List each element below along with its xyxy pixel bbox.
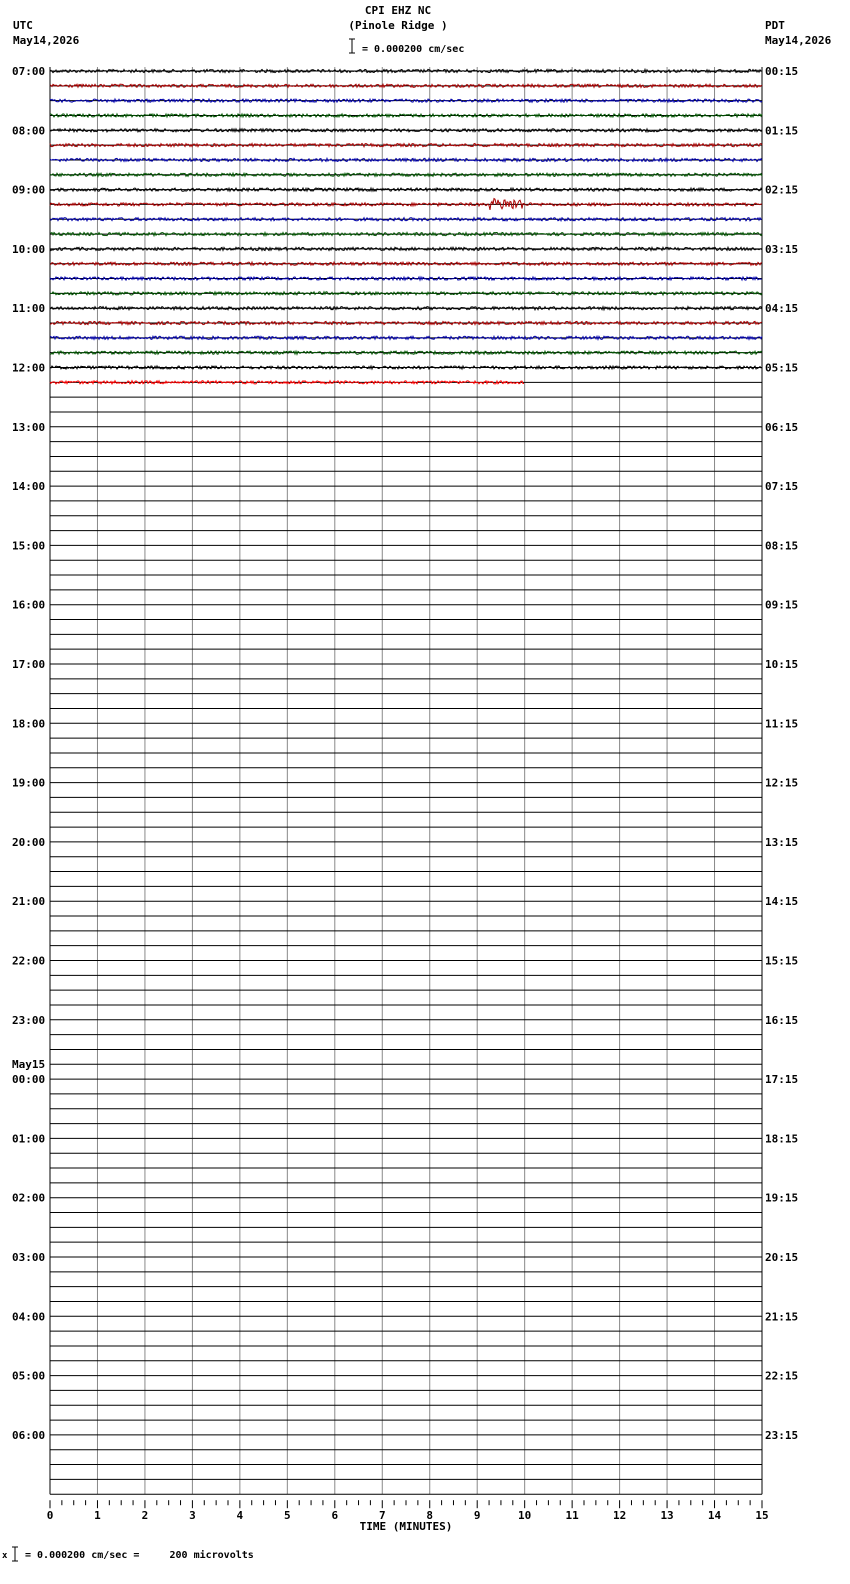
x-tick-label: 12 <box>612 1509 627 1523</box>
trace-row-11 <box>50 233 762 236</box>
right-time-label: 03:15 <box>765 242 799 256</box>
right-time-label: 08:15 <box>765 539 799 553</box>
right-time-label: 19:15 <box>765 1191 799 1205</box>
left-time-label: 19:00 <box>12 776 46 790</box>
left-time-label: 17:00 <box>12 658 46 671</box>
scale-bars <box>12 39 355 1561</box>
right-time-label: 20:15 <box>765 1251 799 1264</box>
right-time-label: 02:15 <box>765 183 799 197</box>
left-time-label: 05:00 <box>12 1369 46 1383</box>
x-tick-label: 8 <box>426 1509 434 1523</box>
left-time-label: 11:00 <box>12 302 46 316</box>
x-tick-label: 13 <box>660 1509 674 1523</box>
right-time-label: 15:15 <box>765 954 799 968</box>
x-tick-label: 0 <box>46 1509 54 1523</box>
grid <box>50 67 762 1494</box>
right-timezone: PDT <box>765 19 785 32</box>
traces <box>50 69 762 384</box>
right-date: May14,2026 <box>765 34 832 47</box>
x-tick-label: 7 <box>378 1509 386 1523</box>
x-tick-label: 14 <box>707 1509 722 1523</box>
x-tick-label: 3 <box>189 1509 196 1523</box>
right-time-label: 06:15 <box>765 420 799 434</box>
left-time-label: 23:00 <box>12 1013 46 1027</box>
right-time-label: 07:15 <box>765 480 799 494</box>
left-time-label: 15:00 <box>12 539 46 553</box>
right-time-label: 01:15 <box>765 124 799 138</box>
trace-row-4 <box>50 129 762 132</box>
right-time-label: 22:15 <box>765 1369 799 1383</box>
left-time-label: 20:00 <box>12 835 46 849</box>
left-time-label: 13:00 <box>12 420 46 434</box>
right-time-label: 05:15 <box>765 361 799 375</box>
right-time-label: 11:15 <box>765 717 799 731</box>
left-time-label: 21:00 <box>12 895 46 909</box>
left-time-label: 00:00 <box>12 1073 46 1087</box>
x-tick-label: 10 <box>518 1509 532 1523</box>
right-time-label: 16:15 <box>765 1013 799 1027</box>
right-time-label: 23:15 <box>765 1428 799 1442</box>
x-tick-label: 5 <box>284 1509 291 1523</box>
right-time-label: 04:15 <box>765 302 799 316</box>
right-time-label: 09:15 <box>765 598 799 612</box>
right-time-label: 13:15 <box>765 835 799 849</box>
left-time-label: 02:00 <box>12 1191 46 1205</box>
left-time-label: 07:00 <box>12 65 46 78</box>
footer-prefix: x <box>2 1551 8 1561</box>
left-time-label: 16:00 <box>12 598 46 612</box>
left-time-label: 09:00 <box>12 183 46 197</box>
header-scale-text: = 0.000200 cm/sec <box>362 44 465 55</box>
x-tick-label: 2 <box>141 1509 149 1523</box>
right-time-label: 14:15 <box>765 895 799 909</box>
x-tick-label: 15 <box>755 1509 769 1523</box>
left-time-label: 01:00 <box>12 1132 46 1146</box>
right-time-label: 10:15 <box>765 658 799 671</box>
x-tick-label: 6 <box>331 1509 339 1523</box>
left-time-label: 03:00 <box>12 1251 46 1264</box>
left-time-label: 10:00 <box>12 242 46 256</box>
station-title: CPI EHZ NC <box>364 4 432 17</box>
left-timezone: UTC <box>13 19 33 32</box>
left-time-label: 14:00 <box>12 480 46 494</box>
trace-row-19 <box>50 351 762 354</box>
x-axis-label: TIME (MINUTES) <box>359 1520 453 1534</box>
x-tick-label: 4 <box>236 1509 244 1523</box>
x-tick-label: 1 <box>94 1509 101 1523</box>
x-tick-label: 11 <box>565 1509 579 1523</box>
left-time-label: 04:00 <box>12 1310 46 1324</box>
x-axis <box>47 1500 769 1533</box>
station-location: (Pinole Ridge ) <box>348 19 448 32</box>
right-time-label: 12:15 <box>765 776 799 790</box>
x-tick-label: 9 <box>473 1509 481 1523</box>
right-time-label: 21:15 <box>765 1310 799 1324</box>
left-time-label: 08:00 <box>12 124 46 138</box>
right-time-label: 00:15 <box>765 65 799 78</box>
right-time-label: 18:15 <box>765 1132 799 1146</box>
footer-scale-text: = 0.000200 cm/sec = 200 microvolts <box>25 1550 254 1561</box>
right-time-label: 17:15 <box>765 1073 799 1087</box>
left-time-label: 18:00 <box>12 717 46 731</box>
trace-row-9 <box>50 199 762 210</box>
trace-row-6 <box>50 158 762 161</box>
left-time-label: 12:00 <box>12 361 46 375</box>
left-date: May14,2026 <box>13 34 80 47</box>
left-time-label: 22:00 <box>12 954 46 968</box>
left-time-label: 06:00 <box>12 1428 46 1442</box>
left-date-label: May15 <box>12 1058 46 1072</box>
